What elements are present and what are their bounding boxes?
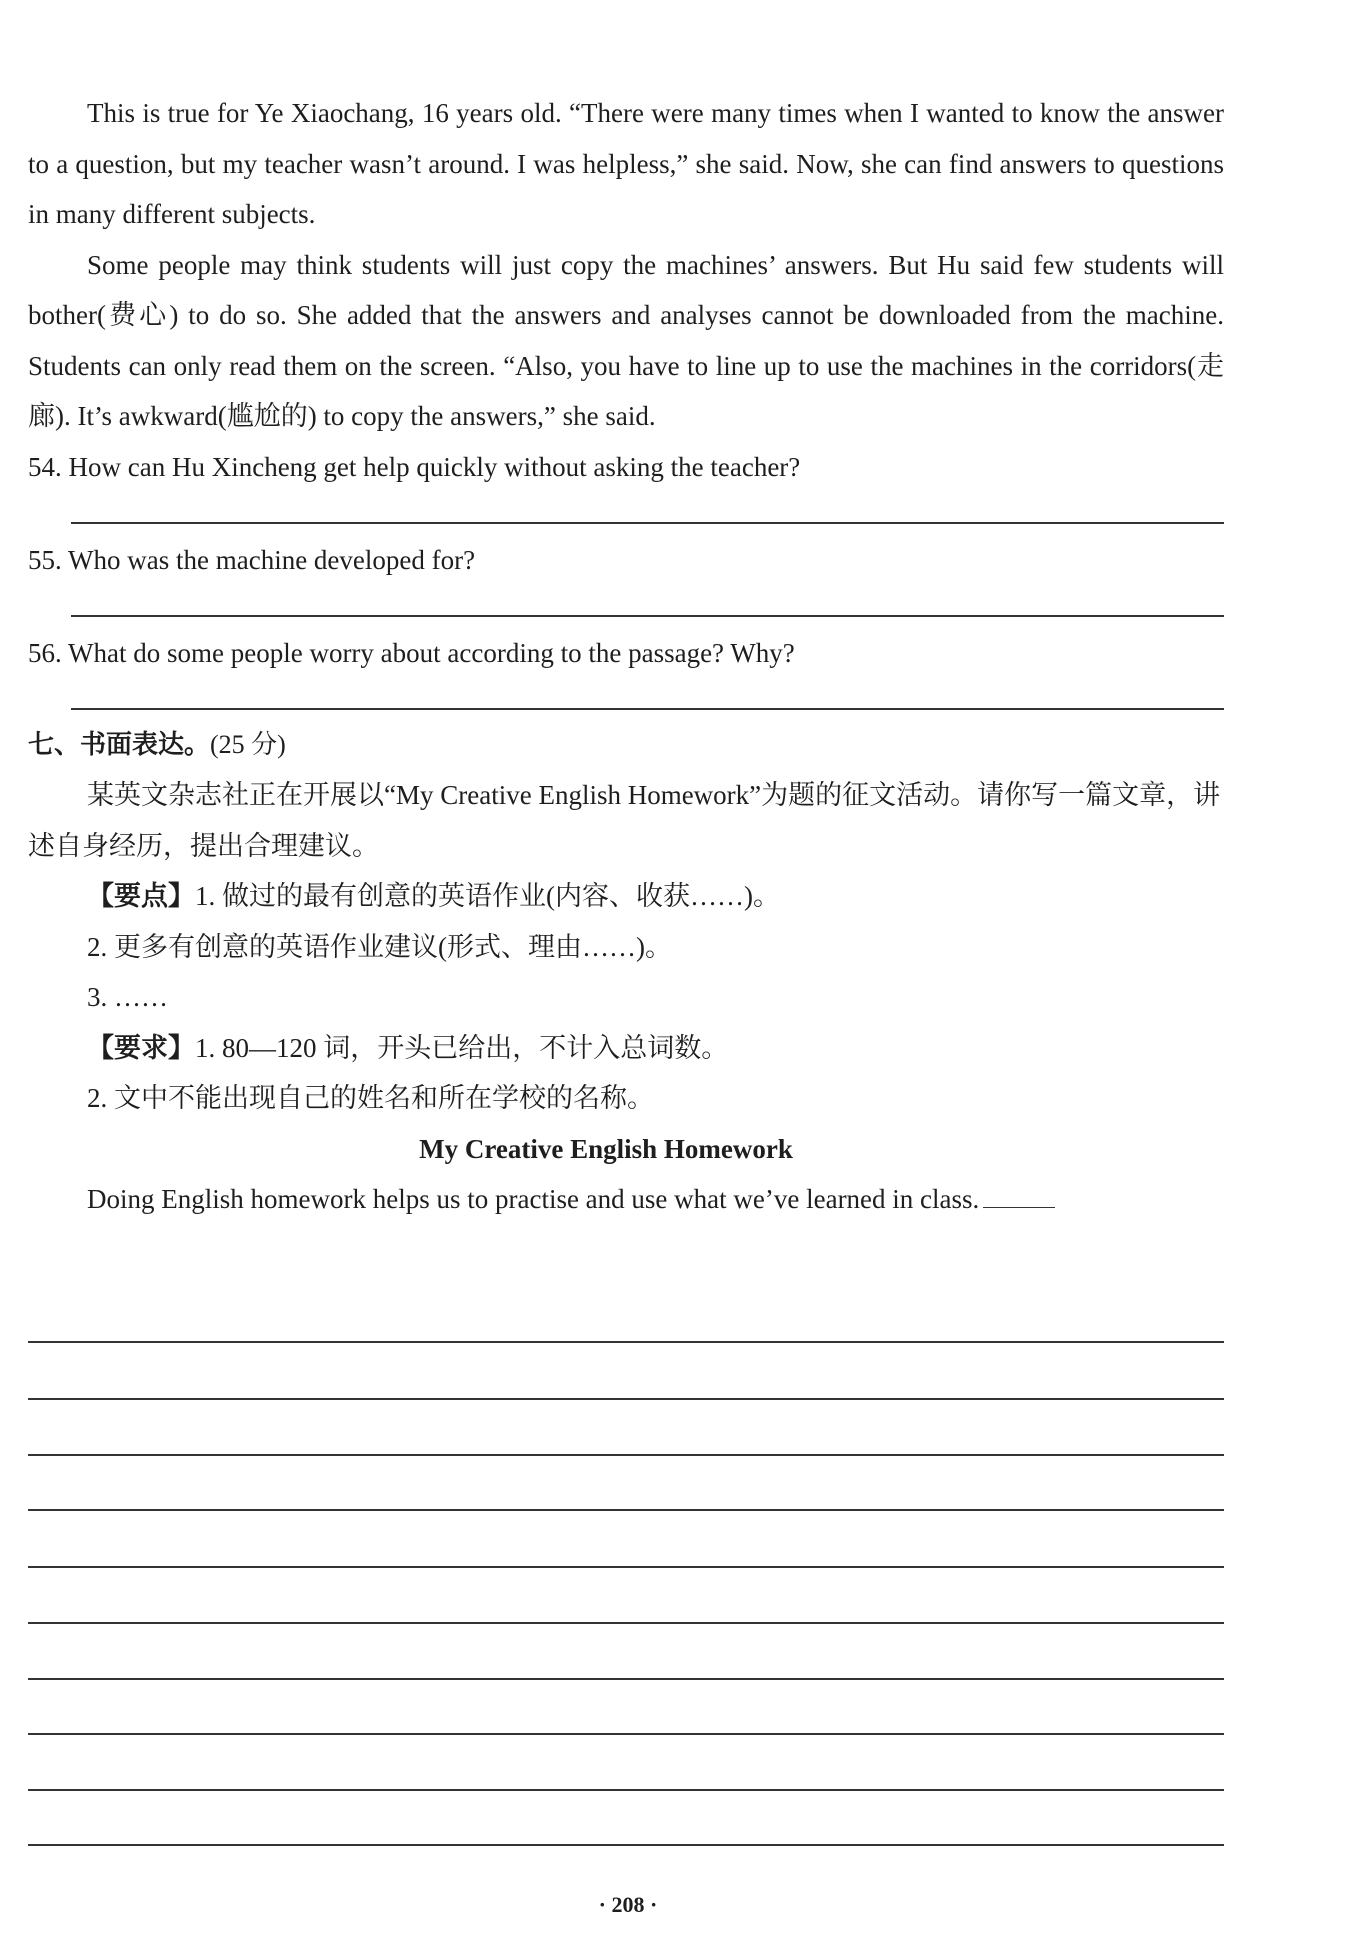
question-55-block	[28, 535, 1224, 617]
points-label: 【要点】	[87, 881, 195, 911]
writing-line[interactable]	[28, 1678, 1224, 1680]
question-56: 56. What do some people worry about according to the passage? Why?	[28, 637, 795, 668]
question-54-block	[28, 442, 1224, 524]
answer-line-56[interactable]	[71, 708, 1224, 710]
points-item-3: 3. ……	[87, 982, 168, 1012]
requirements-item-2: 2. 文中不能出现自己的姓名和所在学校的名称。	[87, 1083, 654, 1113]
points-item-1-text: 1. 做过的最有创意的英语作业(内容、收获……)。	[195, 881, 780, 911]
answer-line-54[interactable]	[71, 522, 1224, 524]
page-number: · 208 ·	[598, 1892, 658, 1917]
passage-paragraph-2: Some people may think students will just copy the machines’ answers. But Hu said few students will bother(费心) to do so. She added that the answers and analyses cannot be downloaded from the machine. Students can only read them on the screen. “Also, you have to line up to use the machines in the corridors(走廊). It’s awkward(尴尬的) to copy the answers,” she said.	[28, 249, 1224, 431]
writing-line[interactable]	[28, 1844, 1224, 1846]
answer-line-55[interactable]	[71, 615, 1224, 617]
section-heading-writing	[28, 720, 1224, 771]
question-56-block	[28, 628, 1224, 710]
essay-start-text: Doing English homework helps us to practise and use what we’ve learned in class.	[87, 1184, 980, 1214]
essay-start	[28, 1174, 1224, 1225]
writing-line[interactable]	[28, 1566, 1224, 1568]
writing-heading: 七、书面表达。	[28, 729, 211, 760]
requirements-item-1-text: 1. 80—120 词，开头已给出，不计入总词数。	[195, 1032, 729, 1063]
page-content	[28, 88, 1224, 1225]
points-item-2: 2. 更多有创意的英语作业建议(形式、理由……)。	[87, 931, 672, 962]
writing-line[interactable]	[28, 1341, 1224, 1343]
writing-line[interactable]	[28, 1509, 1224, 1511]
points-item-1	[87, 871, 1224, 922]
writing-line[interactable]	[28, 1733, 1224, 1735]
question-54: 54. How can Hu Xincheng get help quickly without asking the teacher?	[28, 451, 801, 482]
writing-line[interactable]	[28, 1454, 1224, 1456]
writing-line[interactable]	[28, 1398, 1224, 1400]
writing-prompt: 某英文杂志社正在开展以“My Creative English Homework”为题的征文活动。请你写一篇文章，讲述自身经历，提出合理建议。	[28, 780, 1221, 861]
essay-start-blank[interactable]	[983, 1187, 1055, 1208]
writing-line[interactable]	[28, 1789, 1224, 1791]
passage-paragraph-1: This is true for Ye Xiaochang, 16 years old. “There were many times when I wanted to know the answer to a question, but my teacher wasn’t around. I was helpless,” she said. Now, she can find answers to questions in many different subjects.	[28, 98, 1224, 229]
requirements-item-1	[87, 1023, 1224, 1074]
requirements-label: 【要求】	[87, 1032, 195, 1063]
writing-score: (25 分)	[210, 729, 286, 759]
writing-line[interactable]	[28, 1622, 1224, 1624]
question-55: 55. Who was the machine developed for?	[28, 544, 476, 575]
essay-title: My Creative English Homework	[419, 1133, 793, 1164]
